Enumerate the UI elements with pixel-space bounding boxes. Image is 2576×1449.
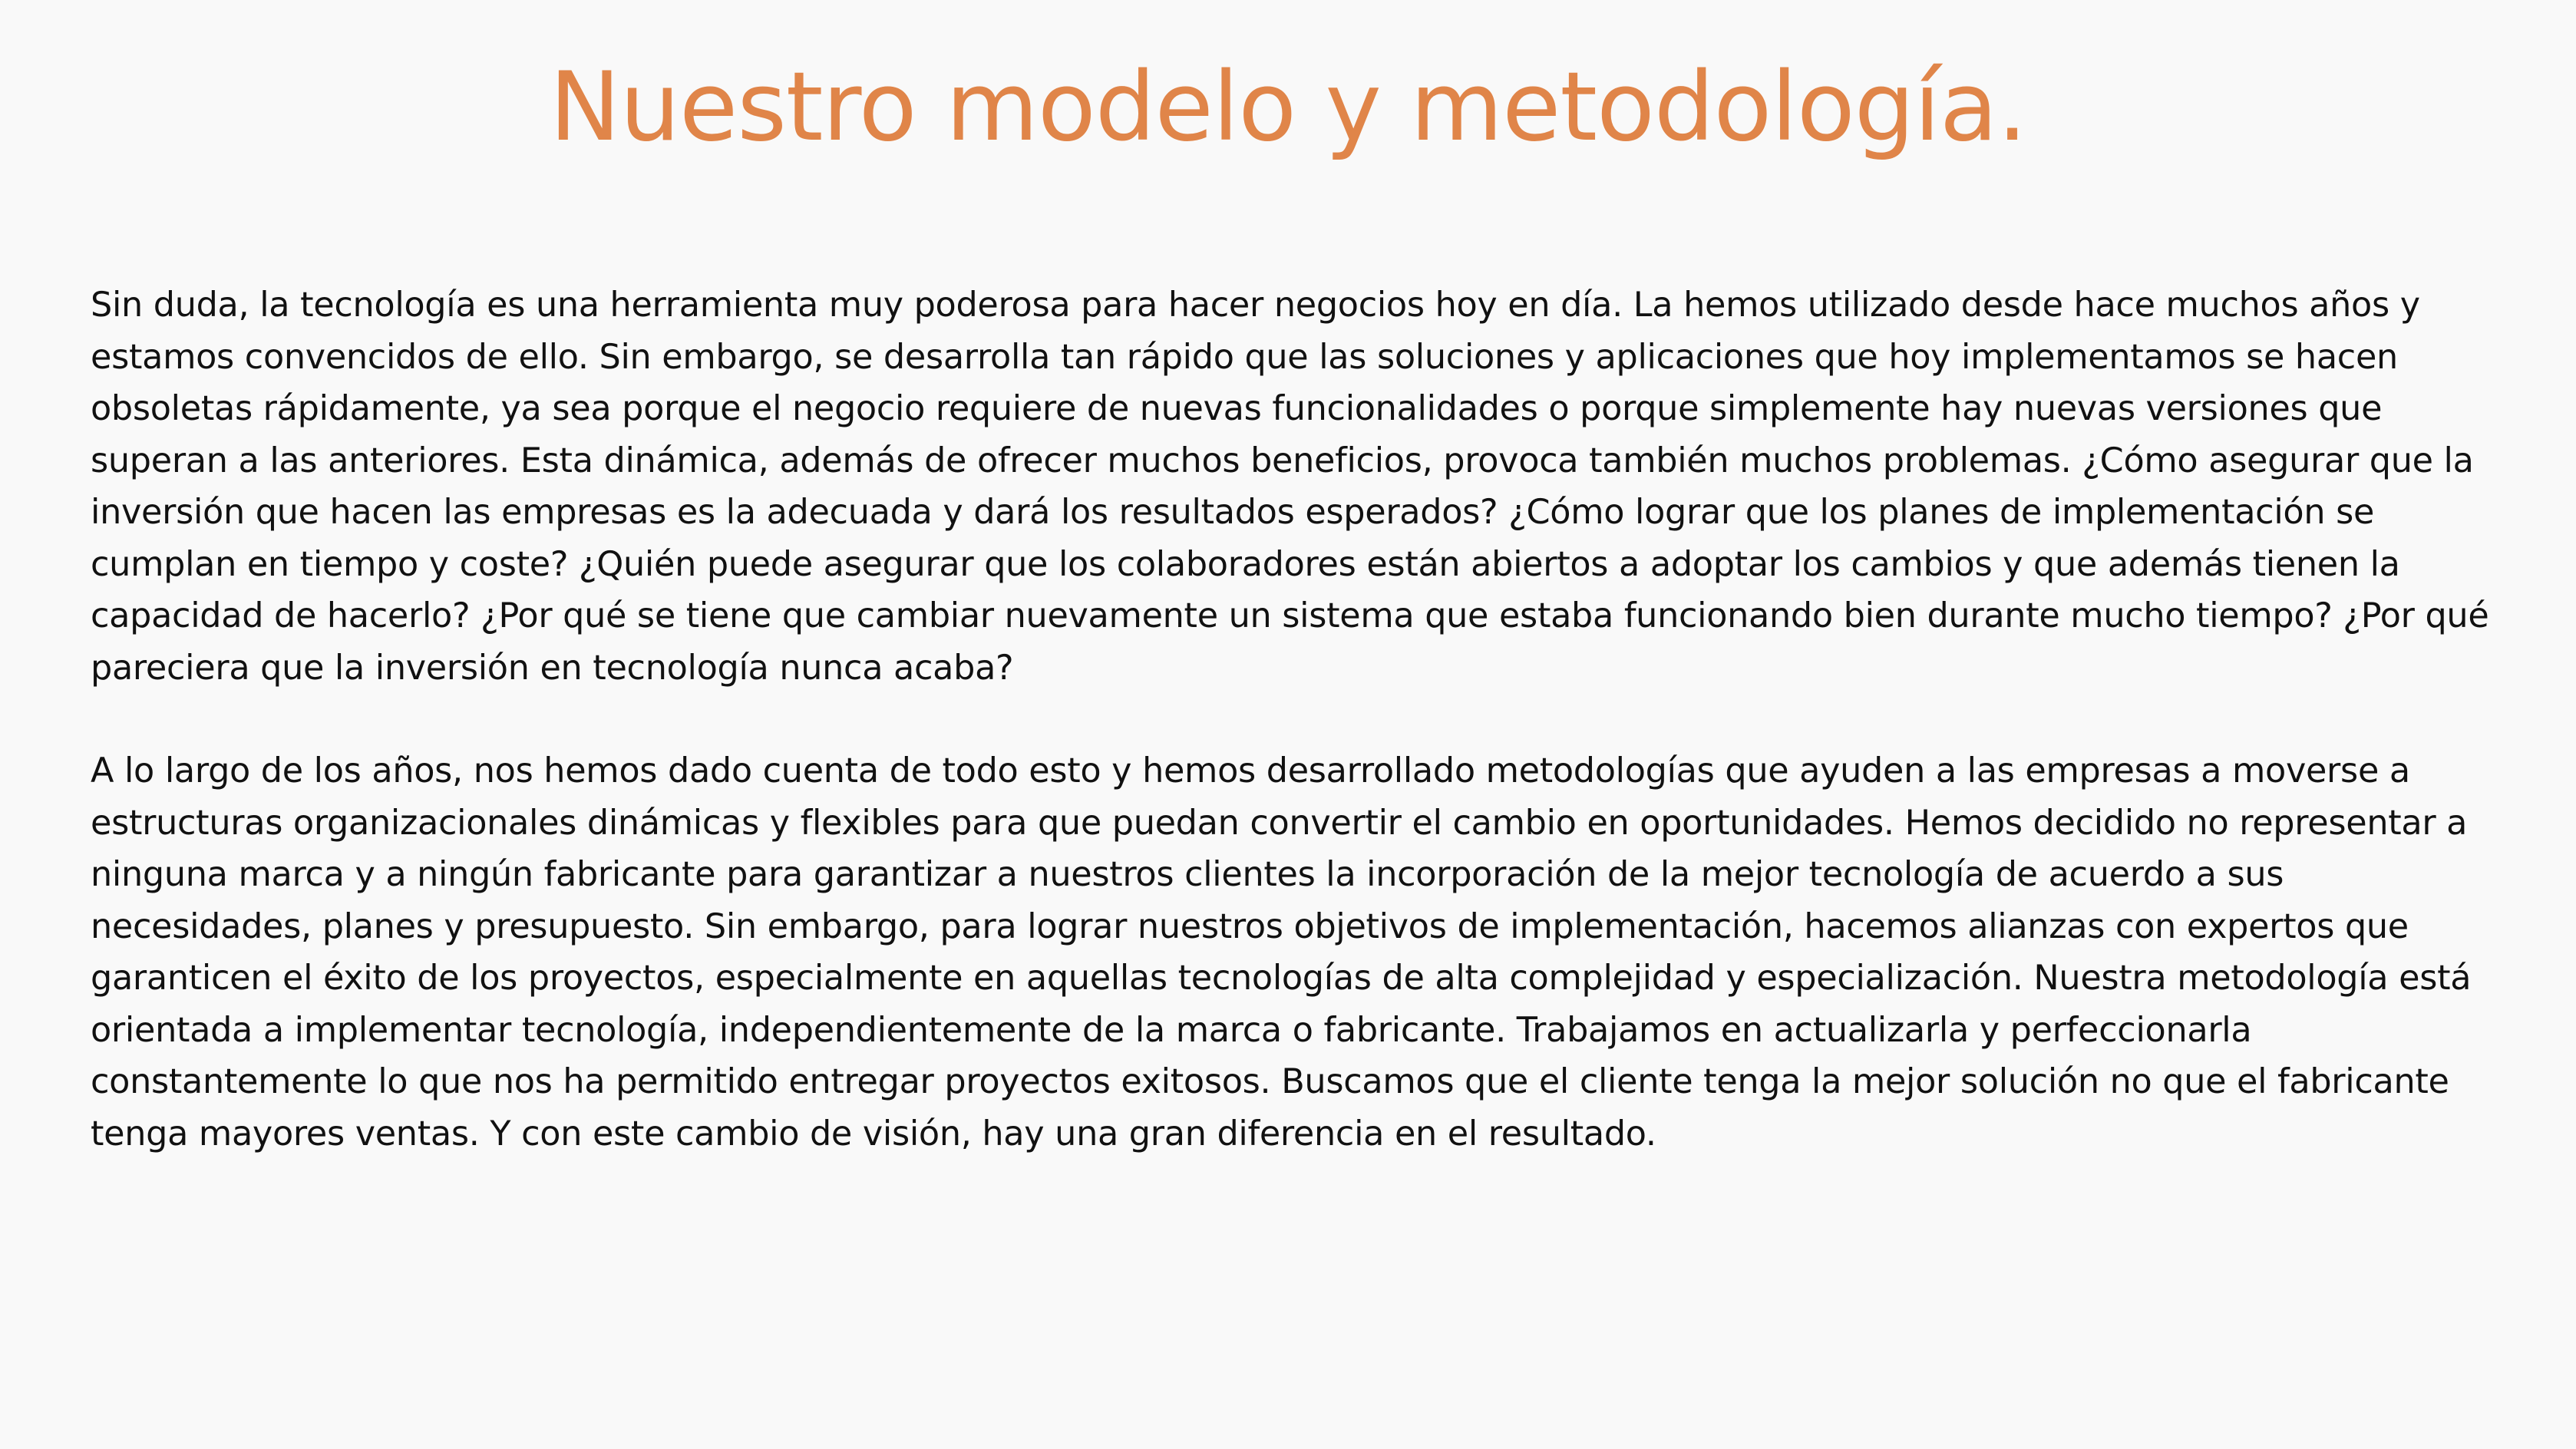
slide-body xyxy=(91,279,2501,1211)
paragraph-intro: Sin duda, la tecnología es una herramienta muy poderosa para hacer negocios hoy en día. La hemos utilizado desde hace muchos años y estamos convencidos de ello. Sin embargo, se desarrolla tan rápido que las soluciones y aplicaciones que hoy implementamos se hacen obsoletas rápidamente, ya sea porque el negocio requiere de nuevas funcionalidades o porque simplemente hay nuevas versiones que superan a las anteriores. Esta dinámica, además de ofrecer muchos beneficios, provoca también muchos problemas. ¿Cómo asegurar que la inversión que hacen las empresas es la adecuada y dará los resultados esperados? ¿Cómo lograr que los planes de implementación se cumplan en tiempo y coste? ¿Quién puede asegurar que los colaboradores están abiertos a adoptar los cambios y que además tienen la capacidad de hacerlo? ¿Por qué se tiene que cambiar nuevamente un sistema que estaba funcionando bien durante mucho tiempo? ¿Por qué pareciera que la inversión en tecnología nunca acaba? xyxy=(91,286,2489,688)
paragraph-methodology: A lo largo de los años, nos hemos dado cuenta de todo esto y hemos desarrollado metodologías que ayuden a las empresas a moverse a estructuras organizacionales dinámicas y flexibles para que puedan convertir el cambio en oportunidades. Hemos decidido no representar a ninguna marca y a ningún fabricante para garantizar a nuestros clientes la incorporación de la mejor tecnología de acuerdo a sus necesidades, planes y presupuesto. Sin embargo, para lograr nuestros objetivos de implementación, hacemos alianzas con expertos que garanticen el éxito de los proyectos, especialmente en aquellas tecnologías de alta complejidad y especialización. Nuestra metodología está orientada a implementar tecnología, independientemente de la marca o fabricante. Trabajamos en actualizarla y perfeccionarla constantemente lo que nos ha permitido entregar proyectos exitosos. Buscamos que el cliente tenga la mejor solución no que el fabricante tenga mayores ventas. Y con este cambio de visión, hay una gran diferencia en el resultado. xyxy=(91,751,2472,1154)
slide-title: Nuestro modelo y metodología. xyxy=(549,52,2027,163)
